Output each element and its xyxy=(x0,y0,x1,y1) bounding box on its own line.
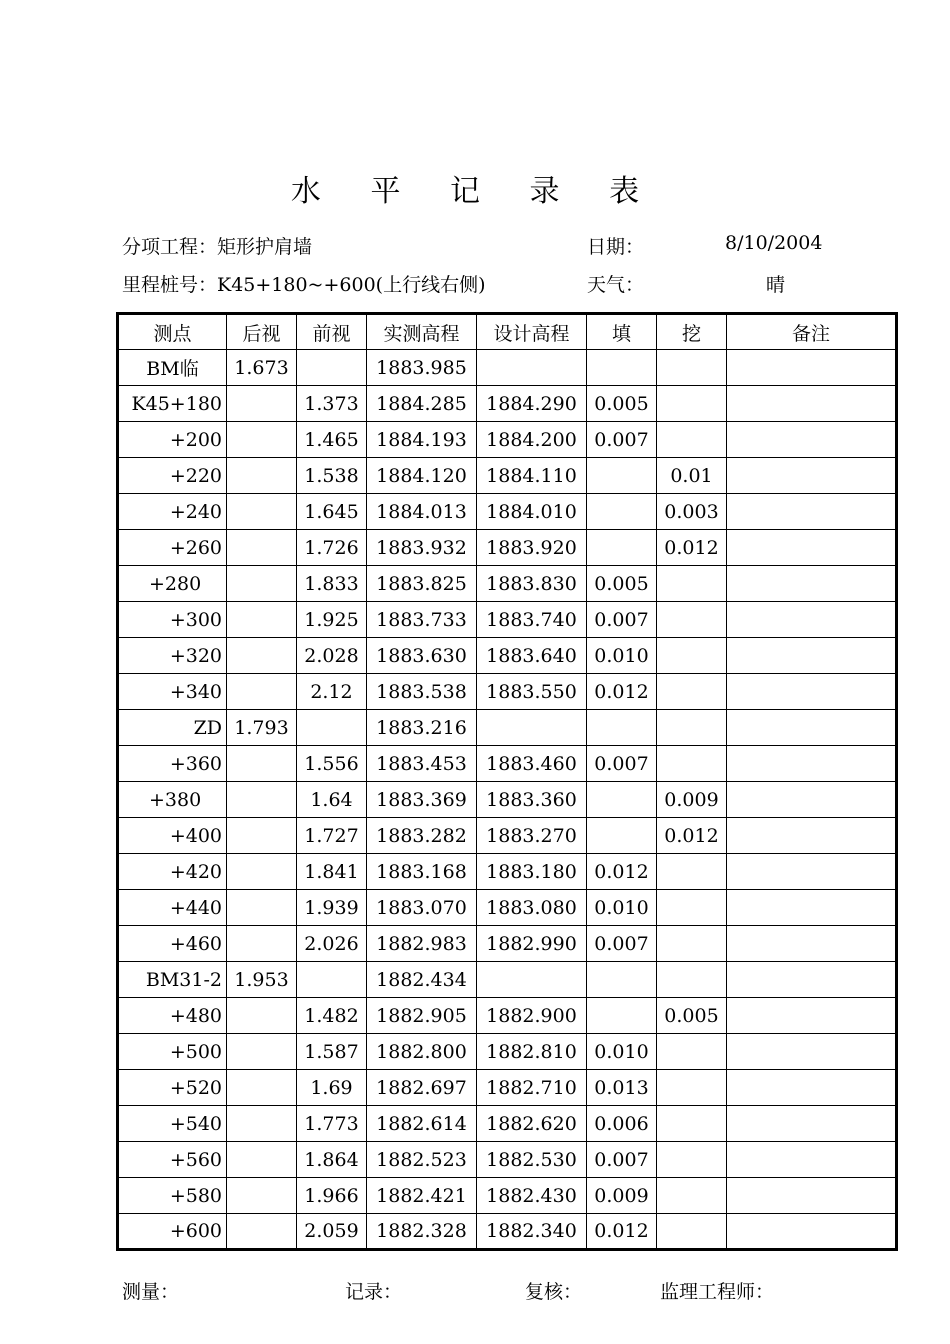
cell-design-elevation: 1883.460 xyxy=(477,746,587,782)
cell-backsight: 1.793 xyxy=(227,710,297,746)
cell-foresight: 1.373 xyxy=(297,386,367,422)
cell-point: +280 xyxy=(118,566,227,602)
cell-fill xyxy=(587,962,657,998)
supervisor-label: 监理工程师： xyxy=(660,1281,775,1303)
cell-backsight xyxy=(227,422,297,458)
cell-measured-elevation: 1884.013 xyxy=(367,494,477,530)
cell-fill xyxy=(587,710,657,746)
station-range: 里程桩号：K45+180~+600(上行线右侧) xyxy=(122,274,486,296)
cell-design-elevation: 1884.200 xyxy=(477,422,587,458)
cell-foresight: 1.482 xyxy=(297,998,367,1034)
cell-backsight xyxy=(227,1214,297,1250)
table-row xyxy=(118,818,897,854)
cell-cut xyxy=(657,1106,727,1142)
table-row xyxy=(118,386,897,422)
cell-point: +240 xyxy=(118,494,227,530)
table-row xyxy=(118,926,897,962)
cell-point: +600 xyxy=(118,1214,227,1250)
cell-backsight xyxy=(227,566,297,602)
table-row xyxy=(118,710,897,746)
cell-point: +580 xyxy=(118,1178,227,1214)
cell-remarks xyxy=(727,926,897,962)
cell-fill: 0.010 xyxy=(587,1034,657,1070)
cell-backsight xyxy=(227,1106,297,1142)
cell-fill: 0.012 xyxy=(587,674,657,710)
cell-cut xyxy=(657,962,727,998)
cell-point: +560 xyxy=(118,1142,227,1178)
cell-foresight: 1.841 xyxy=(297,854,367,890)
cell-cut xyxy=(657,1142,727,1178)
cell-fill xyxy=(587,530,657,566)
cell-remarks xyxy=(727,1070,897,1106)
date-label: 日期： xyxy=(587,236,645,258)
cell-fill xyxy=(587,998,657,1034)
cell-remarks xyxy=(727,1034,897,1070)
cell-cut: 0.012 xyxy=(657,818,727,854)
cell-remarks xyxy=(727,1178,897,1214)
cell-cut xyxy=(657,602,727,638)
cell-foresight: 1.833 xyxy=(297,566,367,602)
cell-remarks xyxy=(727,782,897,818)
cell-backsight xyxy=(227,854,297,890)
cell-foresight xyxy=(297,350,367,386)
cell-cut: 0.01 xyxy=(657,458,727,494)
cell-cut xyxy=(657,386,727,422)
cell-foresight: 1.465 xyxy=(297,422,367,458)
cell-remarks xyxy=(727,854,897,890)
table-row xyxy=(118,566,897,602)
table-row xyxy=(118,530,897,566)
column-header-backsight: 后视 xyxy=(227,314,297,350)
cell-design-elevation: 1884.010 xyxy=(477,494,587,530)
cell-design-elevation: 1883.640 xyxy=(477,638,587,674)
cell-remarks xyxy=(727,1106,897,1142)
cell-backsight xyxy=(227,602,297,638)
cell-remarks xyxy=(727,674,897,710)
cell-measured-elevation: 1883.070 xyxy=(367,890,477,926)
cell-cut: 0.009 xyxy=(657,782,727,818)
leveling-record-table xyxy=(116,312,898,1251)
project-name: 分项工程：矩形护肩墙 xyxy=(122,236,313,258)
column-header-foresight: 前视 xyxy=(297,314,367,350)
weather-value: 晴 xyxy=(766,274,786,296)
cell-design-elevation: 1882.710 xyxy=(477,1070,587,1106)
cell-backsight xyxy=(227,926,297,962)
surveyor-label: 测量： xyxy=(122,1281,180,1303)
cell-backsight xyxy=(227,386,297,422)
cell-cut xyxy=(657,854,727,890)
table-row xyxy=(118,350,897,386)
cell-cut xyxy=(657,566,727,602)
cell-fill xyxy=(587,494,657,530)
cell-measured-elevation: 1882.328 xyxy=(367,1214,477,1250)
cell-measured-elevation: 1882.697 xyxy=(367,1070,477,1106)
cell-fill: 0.005 xyxy=(587,386,657,422)
cell-cut xyxy=(657,746,727,782)
cell-remarks xyxy=(727,494,897,530)
cell-remarks xyxy=(727,1142,897,1178)
cell-measured-elevation: 1883.630 xyxy=(367,638,477,674)
cell-foresight: 2.059 xyxy=(297,1214,367,1250)
cell-foresight xyxy=(297,710,367,746)
cell-point: +400 xyxy=(118,818,227,854)
cell-foresight: 1.587 xyxy=(297,1034,367,1070)
cell-point: ZD xyxy=(118,710,227,746)
cell-measured-elevation: 1883.825 xyxy=(367,566,477,602)
cell-measured-elevation: 1883.369 xyxy=(367,782,477,818)
reviewer-label: 复核： xyxy=(525,1281,583,1303)
cell-foresight: 2.028 xyxy=(297,638,367,674)
cell-foresight: 1.538 xyxy=(297,458,367,494)
table-body xyxy=(118,350,897,1250)
cell-point: +500 xyxy=(118,1034,227,1070)
cell-backsight xyxy=(227,530,297,566)
table-row xyxy=(118,638,897,674)
cell-backsight xyxy=(227,1070,297,1106)
cell-cut xyxy=(657,638,727,674)
column-header-fill: 填 xyxy=(587,314,657,350)
cell-fill: 0.007 xyxy=(587,602,657,638)
cell-fill: 0.007 xyxy=(587,926,657,962)
cell-design-elevation: 1882.620 xyxy=(477,1106,587,1142)
table-row xyxy=(118,1178,897,1214)
table-row xyxy=(118,602,897,638)
column-header-design-elevation: 设计高程 xyxy=(477,314,587,350)
cell-backsight xyxy=(227,746,297,782)
cell-point: +340 xyxy=(118,674,227,710)
cell-point: BM临 xyxy=(118,350,227,386)
cell-backsight xyxy=(227,818,297,854)
table-row xyxy=(118,674,897,710)
cell-remarks xyxy=(727,530,897,566)
cell-design-elevation: 1883.360 xyxy=(477,782,587,818)
cell-measured-elevation: 1882.523 xyxy=(367,1142,477,1178)
cell-remarks xyxy=(727,602,897,638)
cell-backsight xyxy=(227,494,297,530)
cell-remarks xyxy=(727,350,897,386)
column-header-point: 测点 xyxy=(118,314,227,350)
cell-remarks xyxy=(727,710,897,746)
weather-label: 天气： xyxy=(587,274,645,296)
date-value: 8/10/2004 xyxy=(725,232,823,254)
cell-design-elevation xyxy=(477,710,587,746)
cell-fill: 0.007 xyxy=(587,746,657,782)
cell-measured-elevation: 1884.285 xyxy=(367,386,477,422)
cell-backsight xyxy=(227,674,297,710)
cell-design-elevation: 1882.430 xyxy=(477,1178,587,1214)
table-row xyxy=(118,962,897,998)
cell-fill xyxy=(587,782,657,818)
cell-foresight: 1.726 xyxy=(297,530,367,566)
cell-foresight: 1.64 xyxy=(297,782,367,818)
column-header-remarks: 备注 xyxy=(727,314,897,350)
recorder-label: 记录： xyxy=(345,1281,403,1303)
cell-cut xyxy=(657,1178,727,1214)
table-row xyxy=(118,1142,897,1178)
table-row xyxy=(118,422,897,458)
cell-foresight: 2.026 xyxy=(297,926,367,962)
cell-fill: 0.007 xyxy=(587,1142,657,1178)
table-row xyxy=(118,890,897,926)
cell-fill: 0.006 xyxy=(587,1106,657,1142)
table-row xyxy=(118,1106,897,1142)
cell-remarks xyxy=(727,422,897,458)
cell-remarks xyxy=(727,458,897,494)
cell-backsight xyxy=(227,998,297,1034)
cell-design-elevation: 1882.990 xyxy=(477,926,587,962)
cell-fill xyxy=(587,818,657,854)
cell-design-elevation xyxy=(477,350,587,386)
table-row xyxy=(118,782,897,818)
cell-remarks xyxy=(727,998,897,1034)
cell-measured-elevation: 1883.985 xyxy=(367,350,477,386)
cell-backsight xyxy=(227,458,297,494)
cell-point: +200 xyxy=(118,422,227,458)
table-row xyxy=(118,1034,897,1070)
cell-point: +380 xyxy=(118,782,227,818)
cell-cut xyxy=(657,1214,727,1250)
cell-backsight xyxy=(227,638,297,674)
cell-point: +520 xyxy=(118,1070,227,1106)
page-title: 水 平 记 录 表 xyxy=(290,174,660,209)
cell-measured-elevation: 1883.733 xyxy=(367,602,477,638)
cell-fill: 0.005 xyxy=(587,566,657,602)
cell-design-elevation: 1884.110 xyxy=(477,458,587,494)
cell-measured-elevation: 1883.168 xyxy=(367,854,477,890)
table-row xyxy=(118,1070,897,1106)
cell-point: +260 xyxy=(118,530,227,566)
cell-point: K45+180 xyxy=(118,386,227,422)
cell-foresight xyxy=(297,962,367,998)
cell-fill: 0.012 xyxy=(587,1214,657,1250)
cell-fill: 0.012 xyxy=(587,854,657,890)
cell-remarks xyxy=(727,746,897,782)
table-header-row xyxy=(118,314,897,350)
cell-point: +220 xyxy=(118,458,227,494)
cell-measured-elevation: 1882.800 xyxy=(367,1034,477,1070)
cell-measured-elevation: 1883.282 xyxy=(367,818,477,854)
cell-cut xyxy=(657,926,727,962)
column-header-measured-elevation: 实测高程 xyxy=(367,314,477,350)
cell-design-elevation: 1883.920 xyxy=(477,530,587,566)
cell-design-elevation: 1883.550 xyxy=(477,674,587,710)
cell-point: +440 xyxy=(118,890,227,926)
cell-foresight: 1.773 xyxy=(297,1106,367,1142)
cell-fill: 0.013 xyxy=(587,1070,657,1106)
cell-remarks xyxy=(727,890,897,926)
cell-point: +540 xyxy=(118,1106,227,1142)
cell-point: BM31-2 xyxy=(118,962,227,998)
cell-design-elevation: 1883.270 xyxy=(477,818,587,854)
cell-backsight xyxy=(227,1034,297,1070)
cell-cut: 0.005 xyxy=(657,998,727,1034)
cell-foresight: 1.966 xyxy=(297,1178,367,1214)
cell-foresight: 1.69 xyxy=(297,1070,367,1106)
table-row xyxy=(118,998,897,1034)
cell-point: +460 xyxy=(118,926,227,962)
cell-foresight: 1.556 xyxy=(297,746,367,782)
cell-measured-elevation: 1884.120 xyxy=(367,458,477,494)
cell-cut xyxy=(657,1034,727,1070)
cell-foresight: 1.864 xyxy=(297,1142,367,1178)
cell-remarks xyxy=(727,638,897,674)
cell-foresight: 2.12 xyxy=(297,674,367,710)
cell-measured-elevation: 1883.932 xyxy=(367,530,477,566)
cell-cut xyxy=(657,1070,727,1106)
cell-point: +320 xyxy=(118,638,227,674)
cell-measured-elevation: 1883.216 xyxy=(367,710,477,746)
cell-foresight: 1.925 xyxy=(297,602,367,638)
cell-backsight xyxy=(227,782,297,818)
cell-point: +360 xyxy=(118,746,227,782)
cell-fill xyxy=(587,458,657,494)
cell-design-elevation: 1882.900 xyxy=(477,998,587,1034)
cell-foresight: 1.645 xyxy=(297,494,367,530)
cell-cut xyxy=(657,890,727,926)
cell-measured-elevation: 1882.614 xyxy=(367,1106,477,1142)
cell-remarks xyxy=(727,566,897,602)
table-row xyxy=(118,1214,897,1250)
cell-point: +300 xyxy=(118,602,227,638)
cell-cut xyxy=(657,710,727,746)
table-row xyxy=(118,494,897,530)
cell-backsight: 1.953 xyxy=(227,962,297,998)
cell-remarks xyxy=(727,1214,897,1250)
cell-design-elevation: 1882.530 xyxy=(477,1142,587,1178)
cell-backsight xyxy=(227,1178,297,1214)
cell-cut: 0.003 xyxy=(657,494,727,530)
cell-design-elevation: 1884.290 xyxy=(477,386,587,422)
cell-remarks xyxy=(727,818,897,854)
cell-cut xyxy=(657,422,727,458)
cell-fill: 0.010 xyxy=(587,890,657,926)
cell-design-elevation: 1883.740 xyxy=(477,602,587,638)
cell-measured-elevation: 1882.434 xyxy=(367,962,477,998)
cell-cut xyxy=(657,674,727,710)
cell-measured-elevation: 1882.421 xyxy=(367,1178,477,1214)
cell-cut: 0.012 xyxy=(657,530,727,566)
cell-point: +480 xyxy=(118,998,227,1034)
cell-backsight xyxy=(227,1142,297,1178)
cell-design-elevation: 1883.830 xyxy=(477,566,587,602)
cell-fill xyxy=(587,350,657,386)
cell-point: +420 xyxy=(118,854,227,890)
cell-design-elevation: 1883.080 xyxy=(477,890,587,926)
cell-backsight xyxy=(227,890,297,926)
cell-design-elevation: 1882.810 xyxy=(477,1034,587,1070)
cell-backsight: 1.673 xyxy=(227,350,297,386)
cell-cut xyxy=(657,350,727,386)
cell-measured-elevation: 1884.193 xyxy=(367,422,477,458)
table-row xyxy=(118,854,897,890)
cell-design-elevation xyxy=(477,962,587,998)
table-row xyxy=(118,458,897,494)
cell-measured-elevation: 1883.453 xyxy=(367,746,477,782)
cell-remarks xyxy=(727,386,897,422)
column-header-cut: 挖 xyxy=(657,314,727,350)
cell-remarks xyxy=(727,962,897,998)
cell-foresight: 1.727 xyxy=(297,818,367,854)
cell-measured-elevation: 1883.538 xyxy=(367,674,477,710)
cell-fill: 0.007 xyxy=(587,422,657,458)
cell-fill: 0.009 xyxy=(587,1178,657,1214)
cell-foresight: 1.939 xyxy=(297,890,367,926)
cell-measured-elevation: 1882.983 xyxy=(367,926,477,962)
cell-design-elevation: 1882.340 xyxy=(477,1214,587,1250)
cell-fill: 0.010 xyxy=(587,638,657,674)
cell-design-elevation: 1883.180 xyxy=(477,854,587,890)
table-row xyxy=(118,746,897,782)
cell-measured-elevation: 1882.905 xyxy=(367,998,477,1034)
